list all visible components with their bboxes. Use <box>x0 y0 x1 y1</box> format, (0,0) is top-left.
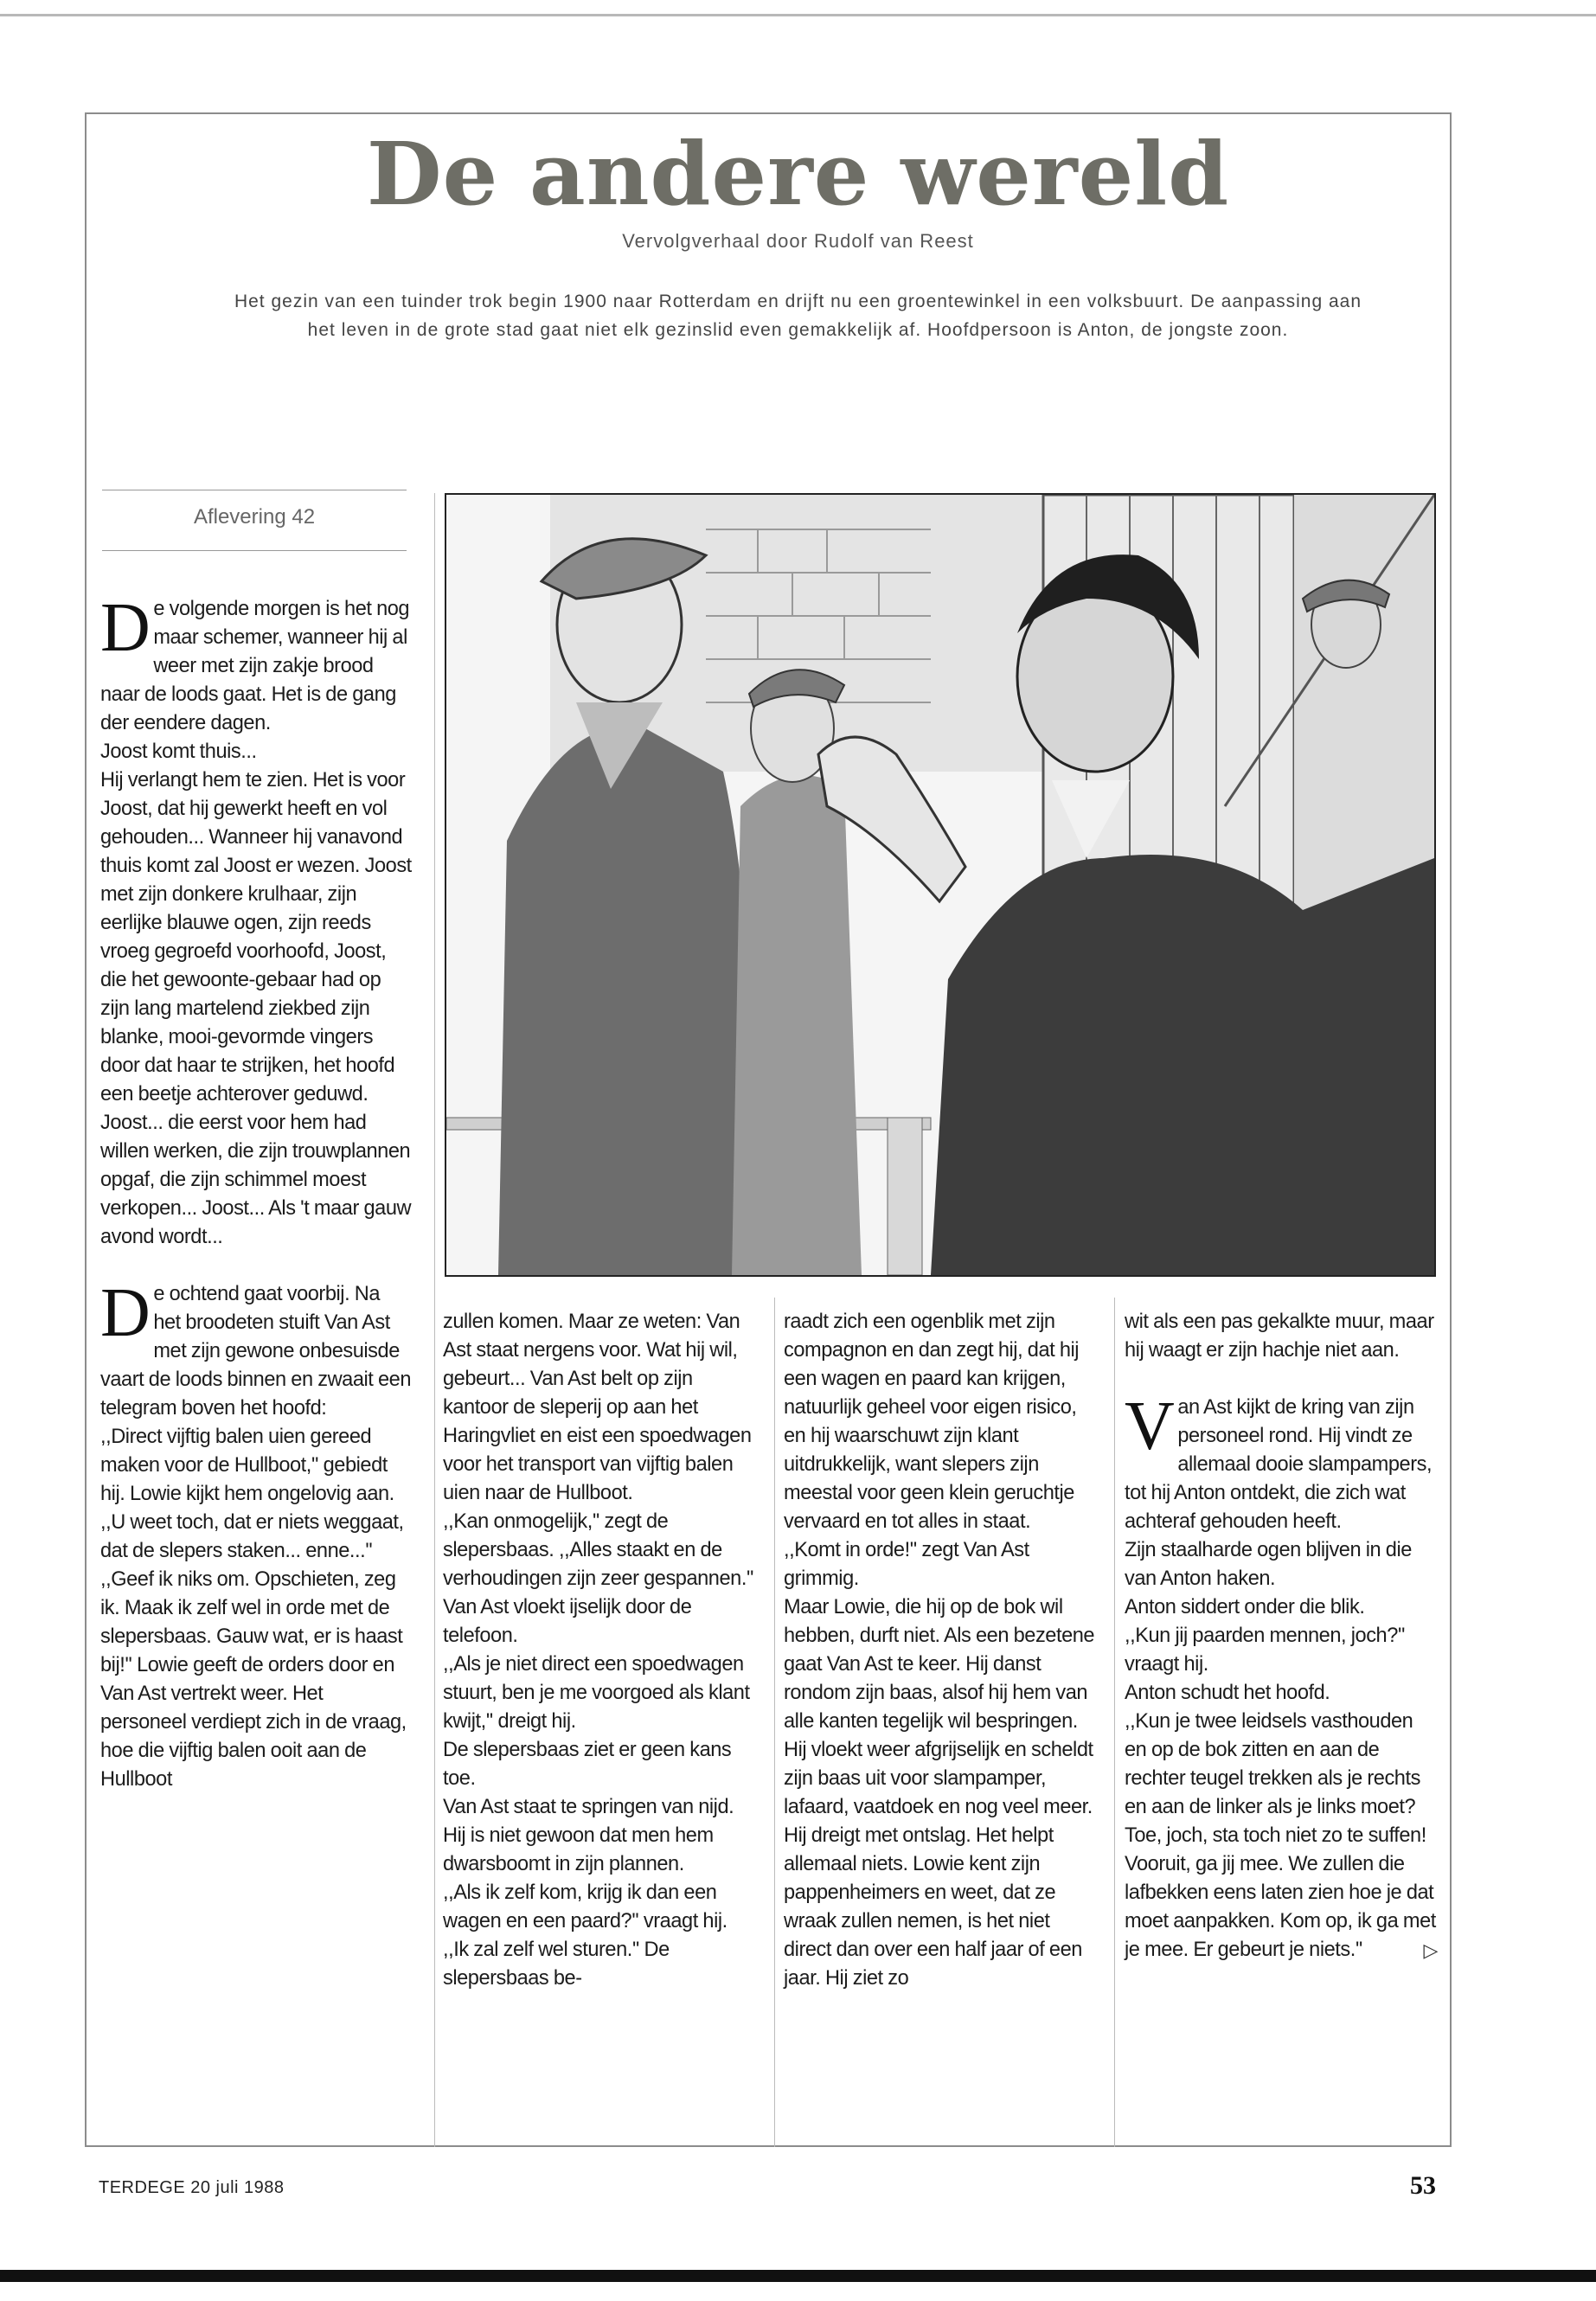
paragraph: Anton schudt het hoofd. <box>1125 1682 1330 1704</box>
byline: Vervolgverhaal door Rudolf van Reest <box>622 230 974 252</box>
paragraph: raadt zich een ogenblik met zijn compagnon en dan zegt hij, dat hij een wagen en paard kan krijgen, natuurlijk geheel voor eigen risico, en hij waarschuwt zijn klant uitdrukkelijk, want slepers zijn meestal voor geen klein geruchtje vervaard en tot alles in staat. <box>784 1311 1080 1533</box>
paragraph: ,,Geef ik niks om. Opschieten, zeg ik. Maak ik zelf wel in orde met de slepersbaas. Gauw wat, er is haast bij!'' Lowie geeft de orders door en Van Ast vertrekt weer. Het personeel verdiept zich in de vraag, hoe die vijftig balen ooit aan de Hullboot <box>100 1568 407 1791</box>
drop-cap: V <box>1125 1388 1175 1465</box>
footer-publication: TERDEGE 20 juli 1988 <box>99 2178 285 2197</box>
drop-cap: D <box>100 1275 151 1351</box>
paragraph: wit als een pas gekalkte muur, maar hij waagt er zijn hachje niet aan. <box>1125 1311 1434 1362</box>
text-column-3 <box>784 1308 1095 1993</box>
continued-arrow-icon: ▷ <box>1423 1939 1438 1961</box>
episode-label: Aflevering 42 <box>193 505 316 529</box>
paragraph: ,,Kun je twee leidsels vasthouden en op de bok zitten en aan de rechter teugel trekken als je rechts en aan de linker als je links moet? Toe, joch, sta toch niet zo te suffen! Vooruit, ga jij mee. We zullen die lafbekken eens laten zien hoe je dat moet aanpakken. Kom op, ik ga met je mee. Er gebeurt je niets.'' ▷ <box>1125 1708 1438 1965</box>
text-column-4 <box>1125 1308 1438 1965</box>
paragraph: Maar Lowie, die hij op de bok wil hebben, durft niet. Als een bezetene gaat Van Ast te keer. Hij danst rondom zijn baas, alsof hij hem van alle kanten tegelijk wil bespringen. Hij vloekt weer afgrijselijk en scheldt zijn baas uit voor slampamper, lafaard, vaatdoek en nog veel meer. Hij dreigt met ontslag. Het helpt allemaal niets. Lowie kent zijn pappenheimers en weet, dat ze wraak zullen nemen, is het niet direct dan over een half jaar of een jaar. Hij ziet zo <box>784 1596 1095 1990</box>
paragraph: ,,Kan onmogelijk,'' zegt de slepersbaas. ,,Alles staakt en de verhoudingen zijn zeer gespannen.'' <box>443 1510 754 1590</box>
paragraph: ,,Direct vijftig balen uien gereed maken voor de Hullboot,'' gebiedt hij. Lowie kijkt hem ongelovig aan. <box>100 1426 394 1505</box>
paragraph: De slepersbaas ziet er geen kans toe. <box>443 1739 732 1790</box>
episode-rule-bottom <box>102 550 407 551</box>
paragraph: ,,U weet toch, dat er niets weggaat, dat de slepers staken... enne...'' <box>100 1511 404 1562</box>
illustration-drawing <box>446 495 1434 1275</box>
paragraph: Joost komt thuis... <box>100 740 257 763</box>
text-column-1 <box>100 590 412 1794</box>
page-edge-bottom <box>0 2270 1596 2282</box>
paragraph: Zijn staalharde ogen blijven in die van Anton haken. <box>1125 1539 1412 1590</box>
paragraph: Van Ast vloekt ijselijk door de telefoon. <box>443 1596 692 1647</box>
paragraph: Van Ast staat te springen van nijd. Hij is niet gewoon dat men hem dwarsboomt in zijn plannen. <box>443 1796 734 1875</box>
column-divider <box>434 493 435 2147</box>
paragraph: ,,Als je niet direct een spoedwagen stuurt, ben je me voorgoed als klant kwijt,'' dreigt hij. <box>443 1653 750 1733</box>
article-title: De andere wereld <box>366 123 1230 225</box>
paragraph: Van Ast kijkt de kring van zijn personeel rond. Hij vindt ze allemaal dooie slampampers, tot hij Anton ontdekt, die zich wat achteraf gehouden heeft. <box>1125 1388 1433 1533</box>
paragraph: Hij verlangt hem te zien. Het is voor Joost, dat hij gewerkt heeft en vol gehouden... Wanneer hij vanavond thuis komt zal Joost er wezen. Joost met zijn donkere krulhaar, zijn eerlijke blauwe ogen, zijn reeds vroeg gegroefd voorhoofd, Joost, die het gewoonte-gebaar had op zijn lang martelend ziekbed zijn blanke, mooi-gevormde vingers door dat haar te strijken, het hoofd een beetje achterover geduwd. Joost... die eerst voor hem had willen werken, die zijn trouwplannen opgaf, die zijn schimmel moest verkopen... Joost... Als 't maar gauw avond wordt... <box>100 769 412 1248</box>
column-divider <box>774 1298 775 2147</box>
story-illustration <box>445 493 1436 1277</box>
intro-summary: Het gezin van een tuinder trok begin 1900 naar Rotterdam en drijft nu een groentewinkel in een volksbuurt. De aanpassing aan het leven in de grote stad gaat niet elk gezinslid even gemakkelijk af. Hoofdpersoon is Anton, de jongste zoon. <box>234 292 1362 340</box>
paragraph: ,,Komt in orde!'' zegt Van Ast grimmig. <box>784 1539 1029 1590</box>
paragraph: De ochtend gaat voorbij. Na het broodeten stuift Van Ast met zijn gewone onbesuisde vaart de loods binnen en zwaait een telegram boven het hoofd: <box>100 1275 412 1420</box>
drop-cap: D <box>100 590 151 666</box>
column-divider <box>1114 1298 1115 2147</box>
page-edge-top <box>0 14 1596 16</box>
paragraph: De volgende morgen is het nog maar schemer, wanneer hij al weer met zijn zakje brood naar de loods gaat. Het is de gang der eendere dagen. <box>100 590 410 734</box>
paragraph: ,,Als ik zelf kom, krijg ik dan een wagen en een paard?'' vraagt hij. ,,Ik zal zelf wel sturen.'' De slepersbaas be- <box>443 1881 727 1990</box>
paragraph: zullen komen. Maar ze weten: Van Ast staat nergens voor. Wat hij wil, gebeurt... Van Ast belt op zijn kantoor de sleperij op aan het Haringvliet en eist een spoedwagen voor het transport van vijftig balen uien naar de Hullboot. <box>443 1311 752 1504</box>
text-column-2 <box>443 1308 754 1993</box>
page-number: 53 <box>1410 2171 1436 2200</box>
paragraph: Anton siddert onder die blik. <box>1125 1596 1365 1618</box>
paragraph: ,,Kun jij paarden mennen, joch?'' vraagt hij. <box>1125 1625 1406 1676</box>
